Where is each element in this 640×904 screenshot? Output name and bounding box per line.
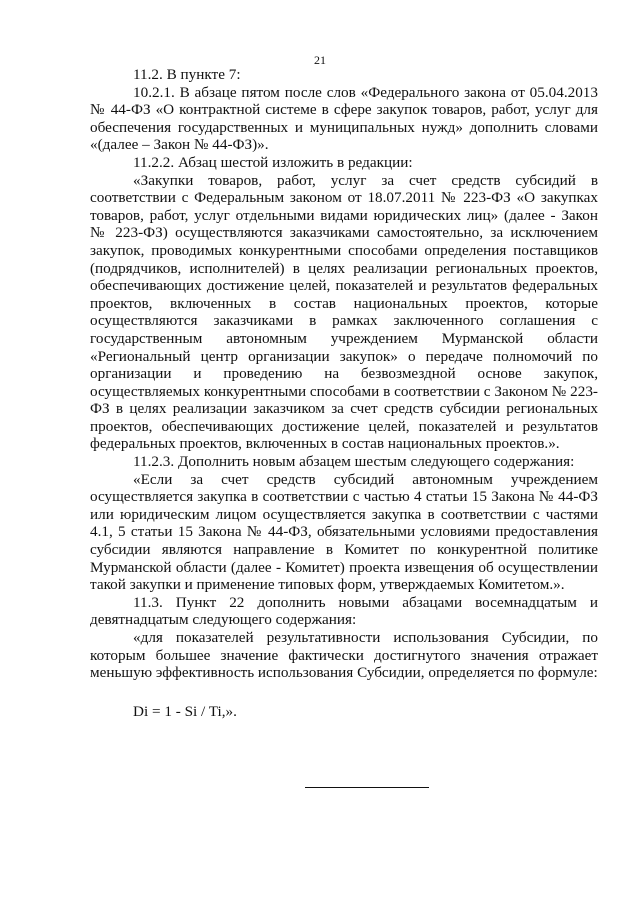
paragraph-indicators: «для показателей результативности использования Субсидии, по которым большее значение фактически достигнутого значения отражает меньшую эффективность использования Субсидии, определяется по формуле: xyxy=(90,629,598,682)
page-number: 21 xyxy=(314,53,326,67)
paragraph-11-2-3: 11.2.3. Дополнить новым абзацем шестым следующего содержания: xyxy=(133,453,575,471)
paragraph-10-2-1: 10.2.1. В абзаце пятом после слов «Федерального закона от 05.04.2013 № 44-ФЗ «О контрактной системе в сфере закупок товаров, работ, услуг для обеспечения государственных и муниципальных нужд» дополнить словами «(далее – Закон № 44-ФЗ)». xyxy=(90,83,598,154)
paragraph-11-3: 11.3. Пункт 22 дополнить новыми абзацами восемнадцатым и девятнадцатым следующего содержания: xyxy=(90,593,598,629)
formula: Di = 1 - Si / Ti,». xyxy=(133,702,237,720)
paragraph-11-2: 11.2. В пункте 7: xyxy=(133,66,241,83)
end-of-text-line xyxy=(305,787,429,788)
paragraph-subsidy-conditions: «Если за счет средств субсидий автономным учреждением осуществляется закупка в соответствии с частью 4 статьи 15 Закона № 44-ФЗ или юридическим лицом осуществляется закупка в соответствии с частями 4.1, 5 статьи 15 Закона № 44-ФЗ, обязательными условиями предоставления субсидии являются направление в Комитет по конкурентной политике Мурманской области (далее - Комитет) проекта извещения об осуществлении такой закупки и применение типовых форм, утверждаемых Комитетом.». xyxy=(90,470,598,594)
document-body xyxy=(90,66,598,720)
paragraph-11-2-2: 11.2.2. Абзац шестой изложить в редакции: xyxy=(133,153,413,171)
paragraph-procurement-text: «Закупки товаров, работ, услуг за счет средств субсидий в соответствии с Федеральным законом от 18.07.2011 № 223-ФЗ «О закупках товаров, работ, услуг отдельными видами юридических лиц» (далее - Закон № 223-ФЗ) осуществляются заказчиками самостоятельно, за исключением закупок, проводимых конкурентными способами определения поставщиков (подрядчиков, исполнителей) в целях реализации региональных проектов, обеспечивающих достижение целей, показателей и результатов федеральных проектов, включенных в состав национальных проектов, которые осуществляются заказчиками в рамках заключенного соглашения с государственным автономным учреждением Мурманской области «Региональный центр организации закупок» о передаче полномочий по организации и проведению на безвозмездной основе закупок, осуществляемых конкурентными способами в соответствии с Законом № 223-ФЗ в целях реализации заказчиком за счет средств субсидии региональных проектов, обеспечивающих достижение целей, показателей и результатов федеральных проектов, включенных в состав национальных проектов.». xyxy=(90,171,598,453)
